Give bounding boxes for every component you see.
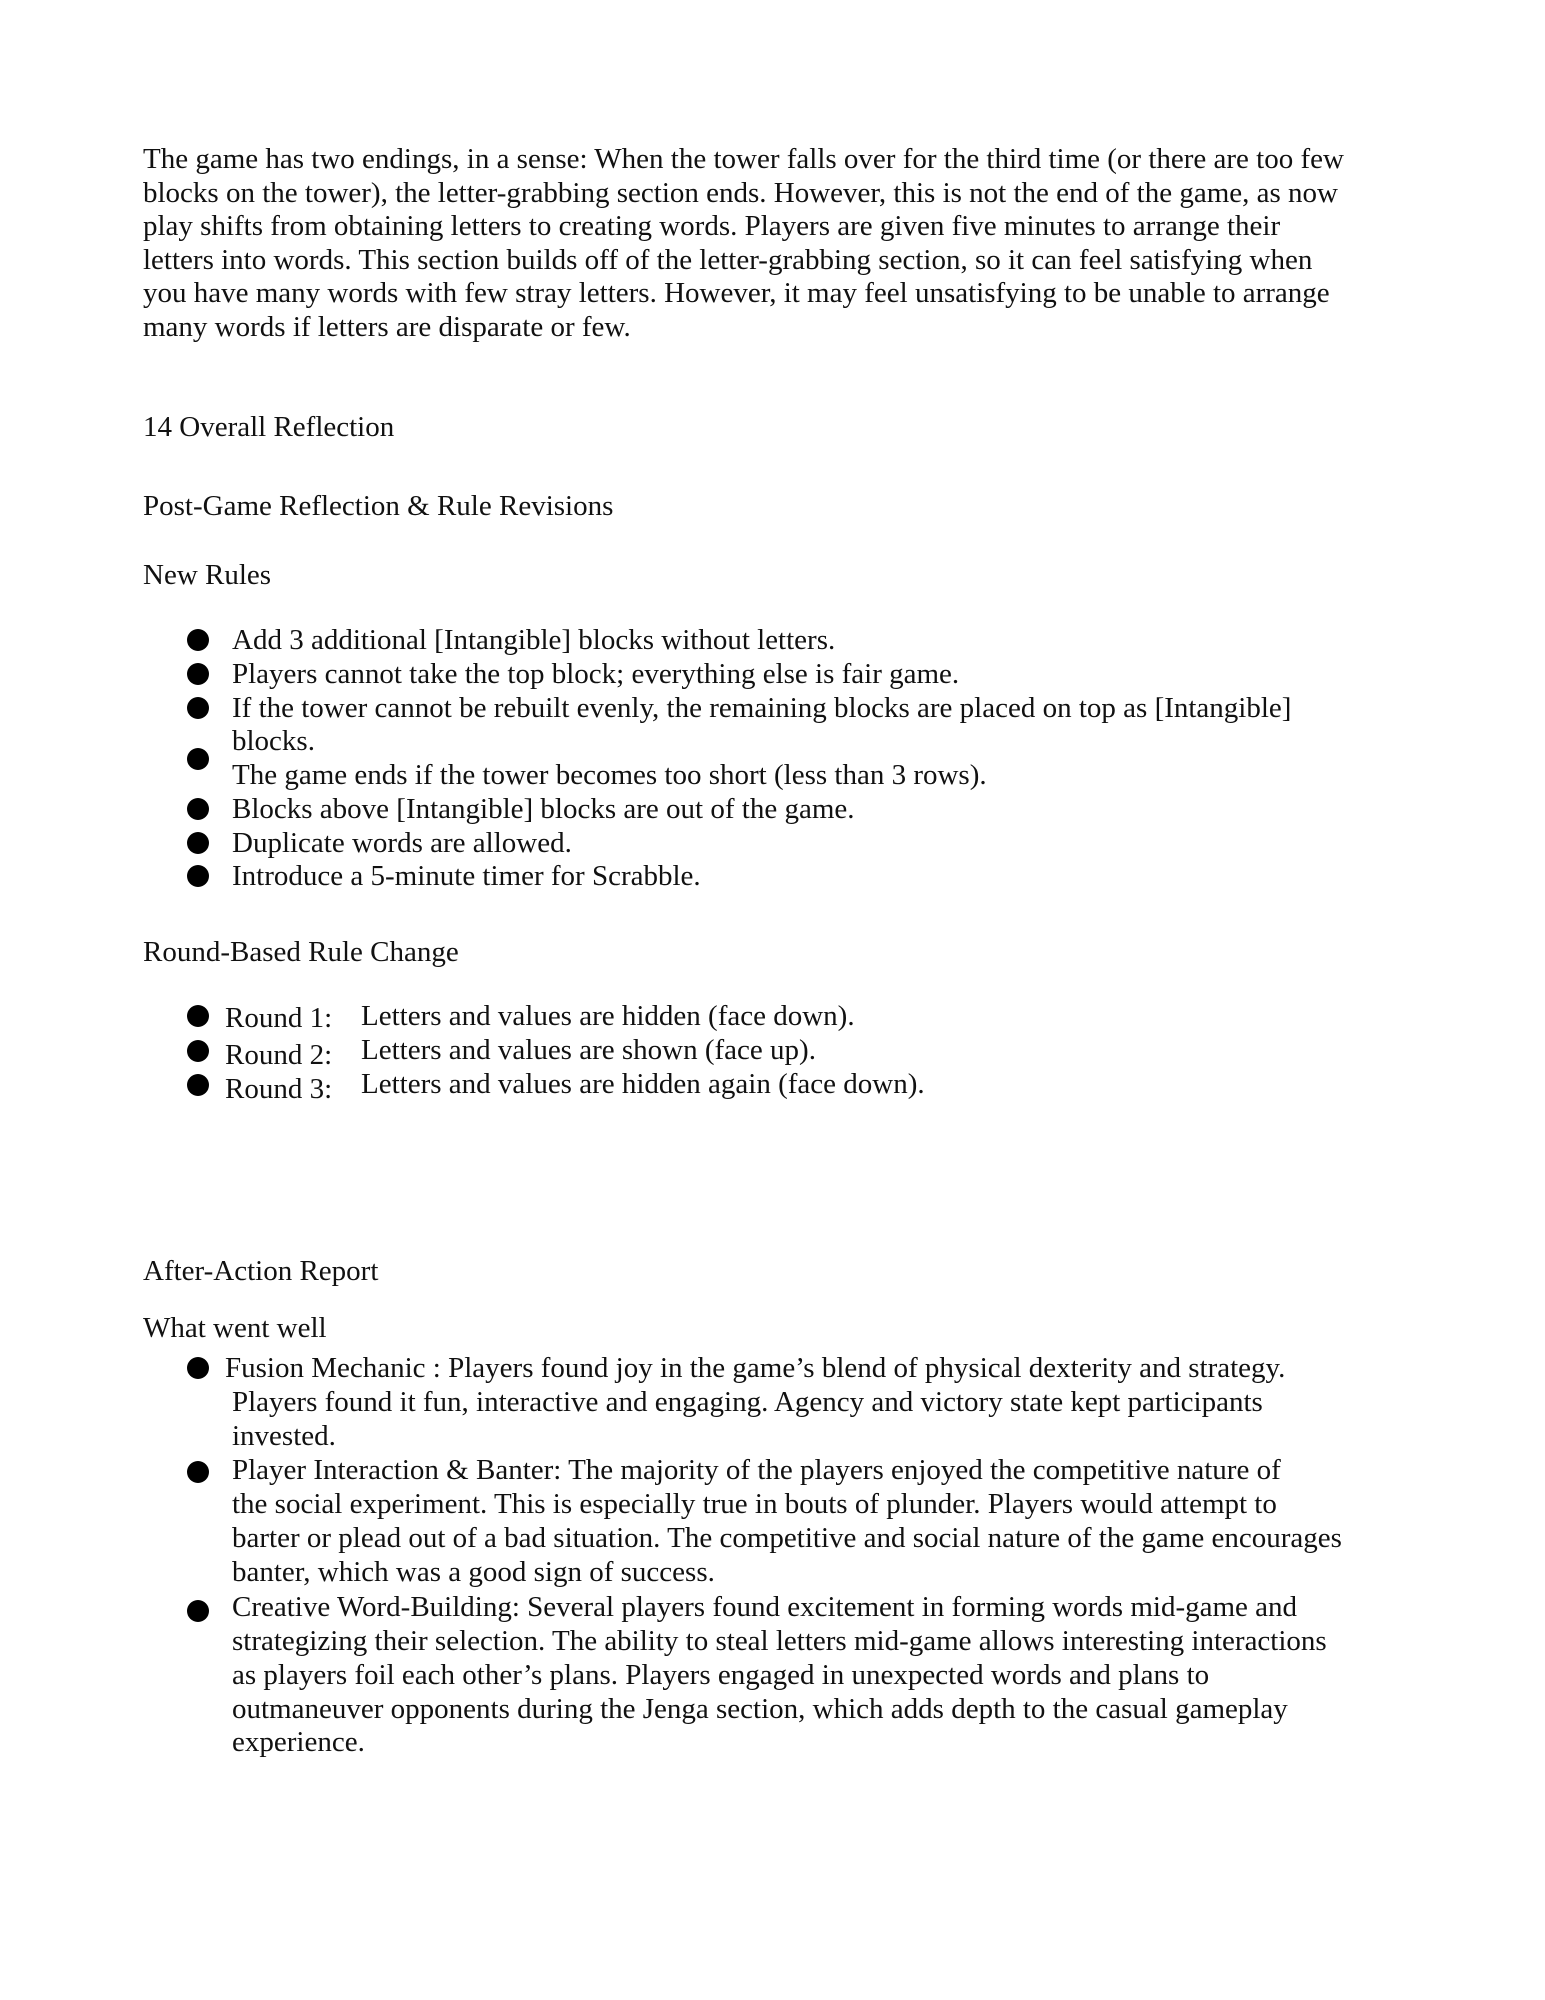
bullet-icon <box>187 1600 209 1622</box>
list-item: Players cannot take the top block; everything else is fair game. <box>232 658 960 690</box>
list-item: Duplicate words are allowed. <box>232 827 572 859</box>
list-item: Blocks above [Intangible] blocks are out of the game. <box>232 793 855 825</box>
bullet-icon <box>187 1074 209 1096</box>
list-item-continuation: Players found it fun, interactive and engaging. Agency and victory state kept participants <box>232 1386 1263 1418</box>
bullet-icon <box>187 663 209 685</box>
bullet-icon <box>187 832 209 854</box>
bullet-icon <box>187 1357 209 1379</box>
bullet-icon <box>187 798 209 820</box>
aar-title: After-Action Report <box>143 1255 379 1287</box>
bullet-icon <box>187 865 209 887</box>
list-item-continuation: invested. <box>232 1420 336 1452</box>
round-text: Letters and values are shown (face up). <box>361 1034 816 1066</box>
new-rules-title: New Rules <box>143 559 272 591</box>
paragraph-line: play shifts from obtaining letters to creating words. Players are given five minutes to arrange their <box>143 210 1281 242</box>
round-label: Round 2: <box>225 1039 333 1071</box>
list-item-continuation: as players foil each other’s plans. Players engaged in unexpected words and plans to <box>232 1659 1210 1691</box>
paragraph-line: letters into words. This section builds off of the letter-grabbing section, so it can feel satisfying when <box>143 244 1313 276</box>
list-item-continuation: experience. <box>232 1726 365 1758</box>
bullet-icon <box>187 629 209 651</box>
list-item-continuation: outmaneuver opponents during the Jenga section, which adds depth to the casual gameplay <box>232 1693 1288 1725</box>
bullet-icon <box>187 1040 209 1062</box>
round-rules-title: Round-Based Rule Change <box>143 936 459 968</box>
bullet-icon <box>187 748 209 770</box>
section-heading: 14 Overall Reflection <box>143 411 395 443</box>
bullet-icon <box>187 697 209 719</box>
subheading: Post-Game Reflection & Rule Revisions <box>143 490 614 522</box>
list-item: Introduce a 5-minute timer for Scrabble. <box>232 860 701 892</box>
list-item: The game ends if the tower becomes too short (less than 3 rows). <box>232 759 987 791</box>
list-item: Creative Word-Building: Several players found excitement in forming words mid-game and <box>232 1591 1298 1623</box>
list-item-continuation: barter or plead out of a bad situation. The competitive and social nature of the game encourages <box>232 1522 1342 1554</box>
list-item: Add 3 additional [Intangible] blocks without letters. <box>232 624 836 656</box>
paragraph-line: The game has two endings, in a sense: When the tower falls over for the third time (or there are too few <box>143 143 1344 175</box>
bullet-icon <box>187 1461 209 1483</box>
went-well-title: What went well <box>143 1312 327 1344</box>
round-label: Round 3: <box>225 1073 333 1105</box>
round-text: Letters and values are hidden (face down). <box>361 1000 855 1032</box>
round-label: Round 1: <box>225 1002 333 1034</box>
list-item: Player Interaction & Banter: The majority of the players enjoyed the competitive nature of <box>232 1454 1281 1486</box>
list-item-continuation: strategizing their selection. The ability to steal letters mid-game allows interesting interactions <box>232 1625 1327 1657</box>
paragraph-line: you have many words with few stray letters. However, it may feel unsatisfying to be unable to arrange <box>143 277 1330 309</box>
bullet-icon <box>187 1005 209 1027</box>
round-text: Letters and values are hidden again (face down). <box>361 1068 925 1100</box>
paragraph-line: blocks on the tower), the letter-grabbing section ends. However, this is not the end of the game, as now <box>143 177 1339 209</box>
list-item-continuation: the social experiment. This is especially true in bouts of plunder. Players would attempt to <box>232 1488 1277 1520</box>
paragraph-line: many words if letters are disparate or few. <box>143 311 631 343</box>
list-item: Fusion Mechanic : Players found joy in the game’s blend of physical dexterity and strategy. <box>225 1352 1286 1384</box>
list-item-continuation: banter, which was a good sign of success. <box>232 1556 715 1588</box>
list-item-continuation: blocks. <box>232 725 315 757</box>
list-item: If the tower cannot be rebuilt evenly, the remaining blocks are placed on top as [Intangible] <box>232 692 1292 724</box>
